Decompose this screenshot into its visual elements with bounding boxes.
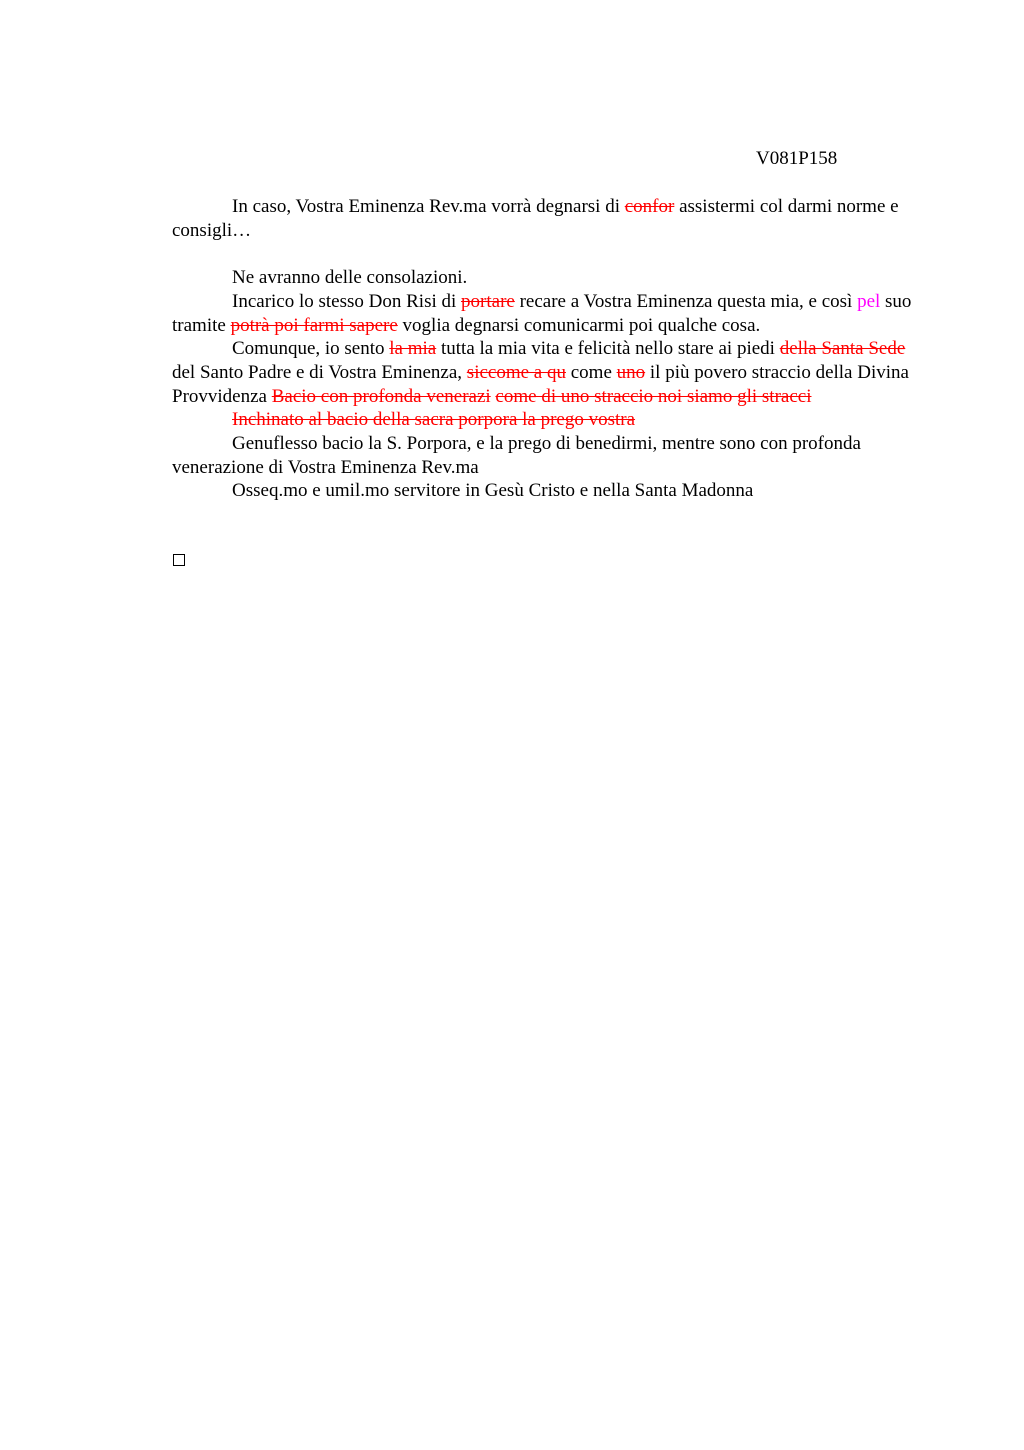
text-segment: Osseq.mo e umil.mo servitore in Gesù Cristo e nella Santa Madonna <box>232 480 754 502</box>
empty-square-icon <box>173 554 185 566</box>
paragraph-2 <box>172 266 924 290</box>
text-segment: tutta la mia vita e felicità nello stare ai piedi <box>436 338 780 360</box>
text-segment: del Santo Padre e di Vostra Eminenza, <box>172 361 467 383</box>
text-segment: Ne avranno delle consolazioni. <box>232 267 468 289</box>
text-segment: Genuflesso bacio la S. Porpora, e la prego di benedirmi, mentre sono con profonda venerazione di Vostra Eminenza Rev.ma <box>172 433 861 478</box>
text-segment: voglia degnarsi comunicarmi poi qualche cosa. <box>397 314 761 336</box>
paragraph-6 <box>172 432 924 479</box>
deleted-text: come di uno straccio noi siamo gli stracci <box>495 385 812 407</box>
paragraph-4 <box>172 337 924 408</box>
paragraph-7 <box>172 479 924 503</box>
text-segment: assistermi col darmi norme e consigli… <box>172 196 899 241</box>
paragraph-1 <box>172 195 924 242</box>
paragraph-gap <box>172 242 924 266</box>
deleted-text: Bacio con profonda venerazi <box>271 385 491 407</box>
deleted-text: confor <box>624 196 675 217</box>
deleted-text: della Santa Sede <box>779 338 906 360</box>
text-segment: Comunque, io sento <box>232 338 390 360</box>
text-segment: come <box>565 361 617 383</box>
text-segment: il più povero straccio della Divina Provvidenza <box>172 361 909 407</box>
deleted-text: portare <box>461 290 515 312</box>
text-segment: Incarico lo stesso Don Risi di <box>232 290 462 312</box>
deleted-text: potrà poi farmi sapere <box>230 314 398 336</box>
text-segment: recare a Vostra Eminenza questa mia, e così <box>514 290 858 312</box>
paragraph-5 <box>172 408 924 432</box>
paragraph-3 <box>172 290 924 337</box>
inserted-text: pel <box>857 290 881 312</box>
deleted-text: la mia <box>389 338 437 360</box>
letter-body <box>172 195 924 503</box>
deleted-text: Inchinato al bacio della sacra porpora la prego vostra <box>232 409 636 431</box>
page-id: V081P158 <box>756 148 838 169</box>
text-segment: suo tramite <box>172 290 912 336</box>
deleted-text: siccome a qu <box>466 361 566 383</box>
deleted-text: uno <box>616 361 646 383</box>
text-segment: In caso, Vostra Eminenza Rev.ma vorrà degnarsi di <box>232 196 625 217</box>
